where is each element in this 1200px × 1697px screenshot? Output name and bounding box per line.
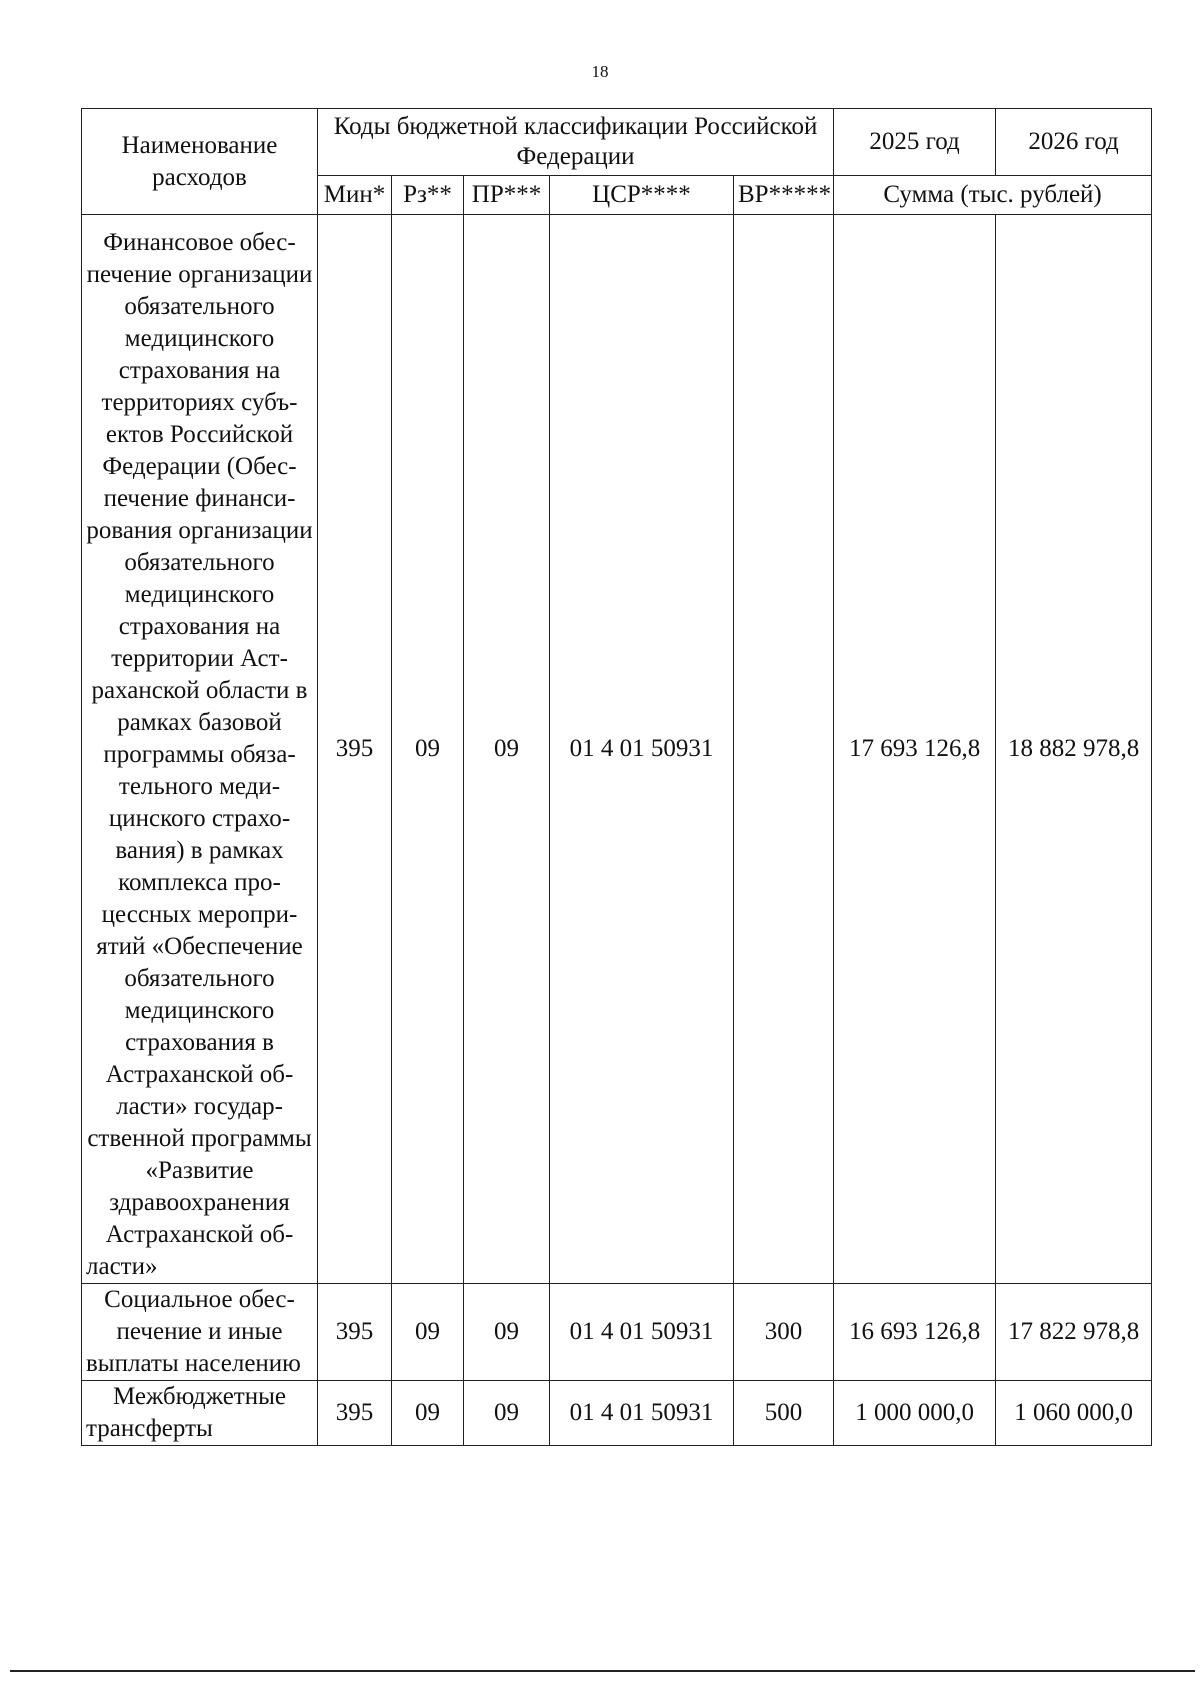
- row-rz: 09: [392, 1381, 464, 1446]
- table-row: [82, 215, 1152, 1284]
- row-sum-2026: 1 060 000,0: [996, 1381, 1152, 1446]
- header-min: Мин*: [318, 176, 392, 215]
- header-sum: Сумма (тыс. рублей): [834, 176, 1152, 215]
- row-name: Межбюджетные трансферты: [82, 1381, 318, 1446]
- header-csr: ЦСР****: [550, 176, 734, 215]
- row-min: 395: [318, 1381, 392, 1446]
- header-vr: ВР*****: [734, 176, 834, 215]
- row-csr: 01 4 01 50931: [550, 1381, 734, 1446]
- row-pr: 09: [464, 1381, 550, 1446]
- budget-table: [81, 108, 1152, 1446]
- header-codes-group: Коды бюджетной классификации Российской Федерации: [318, 109, 834, 176]
- row-min: 395: [318, 215, 392, 1284]
- header-year-2026: 2026 год: [996, 109, 1152, 176]
- header-row-1: [82, 109, 1152, 176]
- row-sum-2025: 17 693 126,8: [834, 215, 996, 1284]
- row-sum-2025: 16 693 126,8: [834, 1284, 996, 1381]
- row-sum-2026: 17 822 978,8: [996, 1284, 1152, 1381]
- row-pr: 09: [464, 1284, 550, 1381]
- row-name: Финансовое обеспечение организации обязательного медицинского страхования на территориях субъектов Российской Федерации (Обеспечение финансирования организации обязательного медицинского страхования на территории Астраханской области в рамках базовой программы обязательного медицинского страхования) в рамках комплекса процессных мероприятий «Обеспечение обязательного медицинского страхования в Астраханской области» государственной программы «Развитие здравоохранения Астраханской области»: [82, 215, 318, 1284]
- page-number: 18: [591, 62, 609, 81]
- row-vr: [734, 215, 834, 1284]
- footer-rule: [10, 1670, 1195, 1672]
- table-row: [82, 1381, 1152, 1446]
- row-csr: 01 4 01 50931: [550, 1284, 734, 1381]
- row-vr: 500: [734, 1381, 834, 1446]
- row-min: 395: [318, 1284, 392, 1381]
- header-year-2025: 2025 год: [834, 109, 996, 176]
- row-sum-2025: 1 000 000,0: [834, 1381, 996, 1446]
- row-rz: 09: [392, 215, 464, 1284]
- header-rz: Рз**: [392, 176, 464, 215]
- row-rz: 09: [392, 1284, 464, 1381]
- row-csr: 01 4 01 50931: [550, 215, 734, 1284]
- row-vr: 300: [734, 1284, 834, 1381]
- row-sum-2026: 18 882 978,8: [996, 215, 1152, 1284]
- header-pr: ПР***: [464, 176, 550, 215]
- table-row: [82, 1284, 1152, 1381]
- row-name: Социальное обеспечение и иные выплаты населению: [82, 1284, 318, 1381]
- header-name-column: Наименование расходов: [82, 109, 318, 215]
- row-pr: 09: [464, 215, 550, 1284]
